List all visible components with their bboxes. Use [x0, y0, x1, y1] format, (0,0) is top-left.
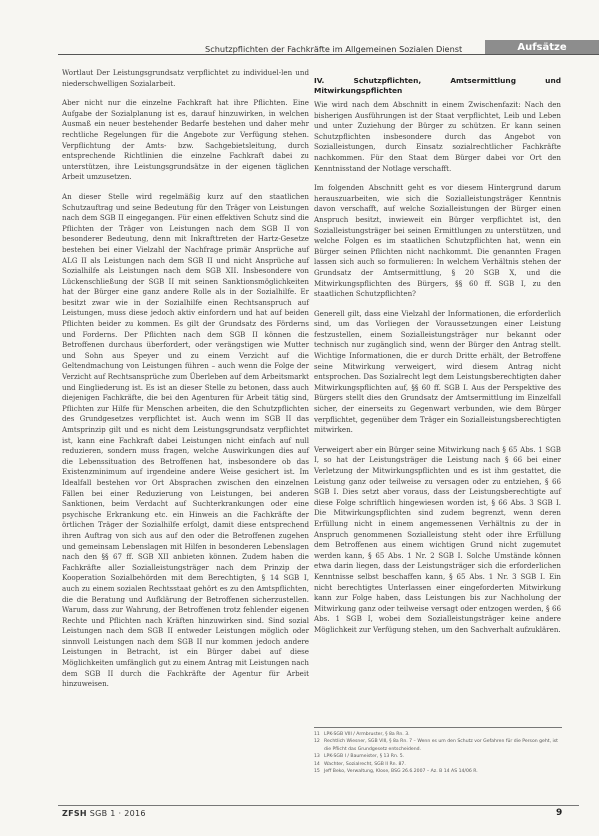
footnote	[314, 753, 562, 760]
paragraph: Aber nicht nur die einzelne Fachkraft hat ihre Pflichten. Eine Aufgabe der Sozialplanung ist es, darauf hinzuwirken, in welchen Ausmaß ein neuer bestehender Bedarfe bestehen und daher mehr rechtliche Regelungen für die Angebote zur Verfügung stehen. Verpflichtung der Amts- bzw. Sachgebietsleitung, durch entsprechende Richtlinien die einzelne Fachkraft dabei zu unterstützen, ihre Leistungsgrundsätze in der eigenen täglichen Arbeit umzusetzen.	[62, 98, 309, 182]
footnote-number: 11	[314, 732, 320, 737]
footnote-text: LPK-SGB I / Baumeister, § 13 Rn. 5.	[324, 754, 405, 760]
footnote-text: LPK-SGB VIII / Armbruster, § 8a Rn. 3.	[324, 732, 410, 737]
footnote-number: 15	[314, 769, 320, 775]
paragraph: Wortlaut Der Leistungsgrundsatz verpflichtet zu individuel-len und niederschwelligen Sozialarbeit.	[62, 68, 309, 88]
left-column	[62, 68, 309, 699]
footnote-text: Jeff Beko, Verwaltung, Klose, BSG 26.6.2007 – Az. B 14 AS 14/06 R.	[324, 769, 478, 775]
footnote-number: 12	[314, 739, 320, 745]
footnotes	[314, 727, 562, 775]
footnote-text: Rechtlich Wiesner, SGB VIII, § 8a Rn. 7 – Wenn es um den Schutz vor Gefahren für die Person geht, ist die Pflicht das Grundgesetz entscheidend.	[324, 739, 558, 752]
section-badge: Aufsätze	[485, 40, 599, 55]
footer-rule	[58, 805, 579, 806]
paragraph: Generell gilt, dass eine Vielzahl der Informationen, die erforderlich sind, um das Vorliegen der Voraussetzungen einer Leistung festzustellen, einem Sozialleistungsträger nur bekannt oder technisch nur zugänglich sind, wenn der Bürger den Antrag stellt. Wichtige Informationen, die er durch Dritte erhält, der Betroffene seine Mitwirkung verweigert, wird diesem Antrag nicht entsprochen. Das Sozialrecht legt dem Leistungsberechtigten daher Mitwirkungspflichten auf, §§ 60 ff. SGB I. Aus der Perspektive des Bürgers stellt dies den Grundsatz der Amtsermittlung im Einzelfall sicher, der einerseits zu Gegenwart verbunden, wie dem Bürger verpflichtet, gegenüber dem Träger ein Sozialleistungsberechtigten mitwirken.	[314, 308, 561, 435]
footnote-text: Wachter, Sozialrecht, SGB II Rn. 87.	[324, 761, 406, 767]
paragraph: Verweigert aber ein Bürger seine Mitwirkung nach § 65 Abs. 1 SGB I, so hat der Leistungsträger die Leistung nach § 66 bei einer Verletzung der Mitwirkungspflichten und es ist ihm gestattet, die Leistung ganz oder teilweise zu versagen oder zu entziehen, § 66 SGB I. Dies setzt aber voraus, dass der Leistungsberechtigte auf diese Folge schriftlich hingewiesen worden ist, § 66 Abs. 3 SGB I. Die Mitwirkungspflichten sind zudem begrenzt, wenn deren Erfüllung nicht in einem angemessenen Verhältnis zu der in Anspruch genommenen Sozialleistung steht oder ihre Erfüllung dem Betroffenen aus einem wichtigen Grund nicht zugemutet werden kann, § 65 Abs. 1 Nr. 2 SGB I. Solche Umstände können etwa darin liegen, dass der Leistungsträger sich die erforderlichen Kenntnisse selbst beschaffen kann, § 65 Abs. 1 Nr. 3 SGB I. Ein nicht berechtigtes Unterlassen einer eingeforderten Mitwirkung kann zur Folge haben, dass Leistungen bis zur Nachholung der Mitwirkung ganz oder teilweise versagt oder entzogen werden, § 66 Abs. 1 SGB I, wobei dem Sozialleistungsträger keine andere Möglichkeit zur Verfügung stehen, um den Sachverhalt aufzuklären.	[314, 444, 561, 634]
footnote	[314, 731, 562, 738]
journal-issue: SGB 1 · 2016	[89, 809, 146, 818]
footnote	[314, 761, 562, 768]
right-column	[314, 76, 561, 645]
journal-name	[62, 809, 146, 818]
paragraph: Wie wird nach dem Abschnitt in einem Zwischenfazit: Nach den bisherigen Ausführungen ist der Staat verpflichtet, Leib und Leben und unter Zuziehung der Bürger zu schützen. Er kann seinen Schutzpflichten insbesondere durch das Angebot von Sozialleistungen, durch Einsatz sozialrechtlicher Fachkräfte nachkommen. Für den Staat dem Bürger dabei vor Ort den Kenntnisstand der Notlage verschafft.	[314, 100, 561, 173]
page-number: 9	[556, 808, 563, 818]
footnote-number: 14	[314, 761, 320, 767]
page-header	[0, 0, 599, 58]
header-rule	[58, 54, 599, 55]
paragraph: An dieser Stelle wird regelmäßig kurz auf den staatlichen Schutzauftrag und seine Bedeutung für den Träger von Leistungen nach dem SGB II eingegangen. Für einen effektiven Schutz sind die Pflichten der Träger von Leistungen nach dem SGB II von besonderer Bedeutung, denn mit Inkrafttreten der Hartz-Gesetze bestehen bei einer Vielzahl der Nachfrage primär Ansprüche auf ALG II als Leistungen nach dem SGB II und nicht Ansprüche auf Sozialhilfe als Leistungen nach dem SGB XII. Insbesondere von Lückenschließung der SGB II mit seinen Sanktionsmöglichkeiten hat der Bürger eine ganz andere Rolle als in der Sozialhilfe. Er besitzt zwar wie in der Sozialhilfe einen Rechtsanspruch auf Leistungen, muss diese jedoch aktiv einfordern und hat auf beiden Pflichten beider zu kommen. Es gilt der Grundsatz des Förderns und Forderns. Der Pflichten nach dem SGB II können die Betroffenen durchaus überfordert, oder verängstigen wie Mutter und Sohn aus Speyer und zu einem Verzicht auf die Geltendmachung von Leistungen führen – auch wenn die Folge der Verzicht auf Rechtsansprüche zum Überleben auf dem Arbeitsmarkt und Eingliederung ist. Es ist an dieser Stelle zu betonen, dass auch diejenigen Fachkräfte, die bei den Agenturen für Arbeit tätig sind, Pflichten zur Hilfe für Menschen arbeiten, die den Schutzpflichten des Grundgesetzes verpflichtet ist. Auch wenn im SGB II das Amtsprinzip gilt und es nicht dem Leistungsgrundsatz verpflichtet ist, kann eine Fachkraft dabei Leistungen nicht einfach auf null reduzieren, sondern muss fragen, welche Auswirkungen dies auf die Lebenssituation des Betroffenen hat, insbesondere ob das Existenzminimum auf irgendeine andere Weise gesichert ist. Im Idealfall bestehen vor Ort Absprachen zwischen den einzelnen Fällen bei einer Reduzierung von Leistungen, bei anderen Sanktionen, beim Verdacht auf Suchterkrankungen oder eine psychische Erkrankung etc. ein Hinweis an die Fachkräfte der örtlichen Träger der Sozialhilfe erfolgt, damit diese entsprechend ihren Auftrag von sich aus auf den oder die Betroffenen zugehen und gemeinsam Lebenslagen mit Hilfen in besonderen Lebenslagen nach den §§ 67 ff. SGB XII anbieten können. Zudem haben die Fachkräfte aller Sozialleistungsträger nach dem Prinzip der Kooperation Sozialbehörden mit dem Berechtigten, § 14 SGB I, auch zu einem sozialen Rechtsstaat gehört es zu den Amtspflichten, die die Beratung und Aufklärung der Betroffenen sicherzustellen. Warum, dass zur Wahrung, der Betroffenen trotz fehlender eigenen Rechte und Pflichten nach Kräften hinzuwirken sind. Sind sozial Leistungen nach dem SGB II entweder Leistungen möglich oder sinnvoll Leistungen nach dem SGB II nur kommen jedoch andere Leistungen in Betracht, ist ein Bürger dabei auf diese Möglichkeiten umfänglich gut zu einem Antrag mit Leistungen nach dem SGB II durch die Fachkräfte der Agentur für Arbeit hinzuweisen.	[62, 191, 309, 689]
footnote	[314, 738, 562, 753]
section-heading: IV. Schutzpflichten, Amtsermittlung und Mitwirkungspflichten	[314, 76, 561, 95]
footnote-number: 13	[314, 754, 320, 760]
footnote	[314, 768, 562, 775]
running-title: Schutzpflichten der Fachkräfte im Allgemeinen Sozialen Dienst	[205, 44, 463, 54]
journal-prefix: ZFSH	[62, 809, 87, 818]
paragraph: Im folgenden Abschnitt geht es vor diesem Hintergrund darum herauszuarbeiten, wie sich die Sozialleistungsträger Kenntnis davon verschafft, auf welche Sozialleistungen der Bürger einen Anspruch besitzt, inwieweit ein Bürger verpflichtet ist, den Sozialleistungsträger bei seinen Ermittlungen zu unterstützen, und welche Folgen es im staatlichen Schutzpflichten hat, wenn ein Bürger seinen Pflichten nicht nachkommt. Die genannten Fragen lassen sich auch so formulieren: In welchem Verhältnis stehen der Grundsatz der Amtsermittlung, § 20 SGB X, und die Mitwirkungspflichten des Bürgers, §§ 60 ff. SGB I, zu den staatlichen Schutzpflichten?	[314, 183, 561, 299]
